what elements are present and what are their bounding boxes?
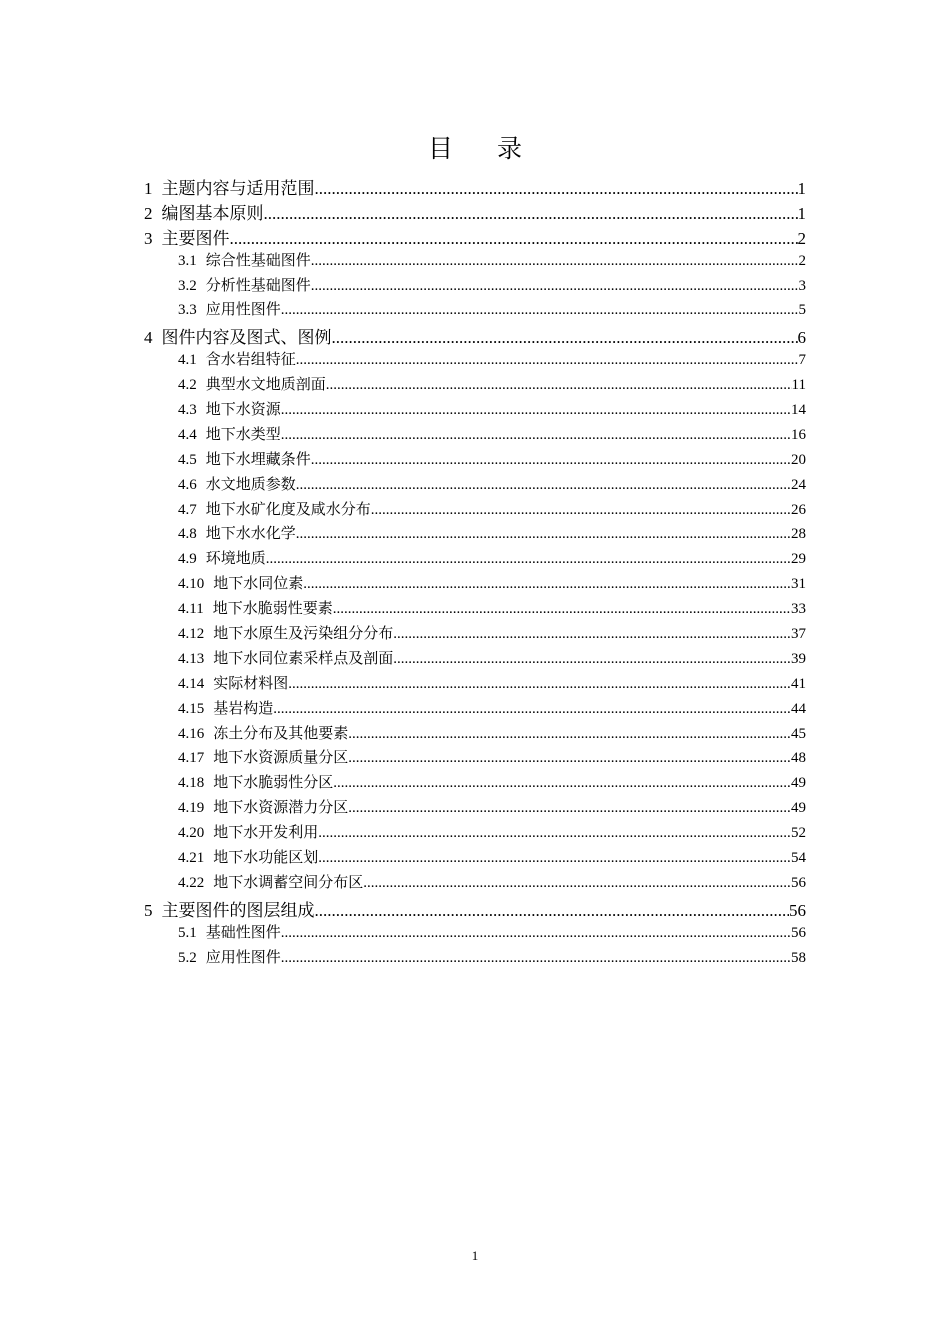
toc-dot-leader <box>296 352 799 369</box>
toc-dot-leader <box>315 179 798 199</box>
toc-entry-title: 基础性图件 <box>205 922 281 941</box>
toc-entry-number: 4.15 <box>178 700 205 717</box>
toc-entry-number: 4.18 <box>178 775 205 792</box>
toc-entry[interactable] <box>144 622 806 647</box>
toc-entry[interactable] <box>144 572 806 597</box>
toc-entry[interactable] <box>144 846 806 871</box>
toc-entry-title: 地下水同位素 <box>213 574 304 593</box>
toc-title: 目 录 <box>428 134 540 163</box>
toc-entry-title: 冻土分布及其他要素 <box>213 723 349 742</box>
toc-entry[interactable] <box>144 672 806 697</box>
toc-entry[interactable] <box>144 249 806 274</box>
toc-entry-page: 48 <box>791 750 806 767</box>
toc-entry-number: 2 <box>144 203 153 223</box>
toc-entry-title: 应用性图件 <box>205 300 281 319</box>
toc-entry-title: 主要图件 <box>161 228 230 249</box>
toc-entry-number: 3.1 <box>178 252 197 269</box>
toc-entry-title: 图件内容及图式、图例 <box>161 328 332 349</box>
toc-entry-page: 2 <box>797 228 806 248</box>
toc-entry-title: 地下水调蓄空间分布区 <box>213 872 364 891</box>
toc-entry-number: 4.7 <box>178 501 197 518</box>
toc-entry-page: 5 <box>798 302 806 319</box>
toc-entry[interactable] <box>144 796 806 821</box>
toc-dot-leader <box>311 253 799 270</box>
toc-dot-leader <box>266 551 791 568</box>
toc-entry-title: 编图基本原则 <box>161 203 264 224</box>
toc-entry-page: 33 <box>791 601 806 618</box>
toc-dot-leader <box>311 278 799 295</box>
toc-entry-page: 49 <box>791 775 806 792</box>
toc-entry-page: 56 <box>791 924 806 941</box>
toc-entry-number: 4.22 <box>178 874 205 891</box>
toc-entry-number: 1 <box>144 179 153 198</box>
toc-dot-leader <box>315 901 790 921</box>
toc-entry[interactable] <box>144 821 806 846</box>
toc-dot-leader <box>281 302 799 319</box>
toc-entry[interactable] <box>144 722 806 747</box>
toc-entry[interactable] <box>144 473 806 498</box>
toc-entry-page: 14 <box>791 402 806 419</box>
toc-entry[interactable] <box>144 647 806 672</box>
toc-dot-leader <box>230 229 798 249</box>
toc-dot-leader <box>333 775 791 792</box>
toc-entry-title: 地下水矿化度及咸水分布 <box>205 499 371 518</box>
toc-dot-leader <box>296 477 791 494</box>
toc-entry-number: 4.1 <box>178 352 197 369</box>
toc-entry-title: 地下水脆弱性分区 <box>213 773 334 792</box>
toc-entry[interactable] <box>144 871 806 896</box>
toc-entry[interactable] <box>144 448 806 473</box>
toc-entry-number: 4.20 <box>178 825 205 842</box>
toc-entry-number: 5.1 <box>178 924 197 941</box>
toc-entry-title: 地下水开发利用 <box>213 823 319 842</box>
toc-dot-leader <box>281 402 791 419</box>
toc-entry-page: 7 <box>798 352 806 369</box>
toc-entry[interactable] <box>144 398 806 423</box>
toc-entry-number: 4.12 <box>178 626 205 643</box>
toc-entry-page: 26 <box>791 501 806 518</box>
toc-entry-page: 1 <box>797 203 806 223</box>
toc-dot-leader <box>318 825 791 842</box>
toc-entry-page: 29 <box>791 551 806 568</box>
toc-dot-leader <box>303 576 791 593</box>
toc-entry[interactable] <box>144 423 806 448</box>
toc-entry-title: 地下水类型 <box>205 424 281 443</box>
toc-entry-number: 5.2 <box>178 949 197 966</box>
toc-entry-title: 水文地质参数 <box>205 474 296 493</box>
toc-entry-number: 4.19 <box>178 800 205 817</box>
toc-entry-title: 地下水水化学 <box>205 524 296 543</box>
toc-entry-title: 基岩构造 <box>213 698 274 717</box>
toc-entry-title: 综合性基础图件 <box>205 250 311 269</box>
toc-dot-leader <box>288 676 791 693</box>
toc-entry[interactable] <box>144 946 806 971</box>
toc-dot-leader <box>318 850 791 867</box>
toc-dot-leader <box>393 651 791 668</box>
toc-entry-title: 主要图件的图层组成 <box>161 900 315 921</box>
toc-entry[interactable] <box>144 348 806 373</box>
toc-entry-title: 实际材料图 <box>213 673 289 692</box>
toc-entry-number: 3.2 <box>178 277 197 294</box>
toc-entry-page: 3 <box>798 277 806 294</box>
toc-entry-page: 41 <box>791 675 806 692</box>
toc-entry-number: 3.3 <box>178 302 197 319</box>
toc-entry-page: 44 <box>791 700 806 717</box>
toc-entry-number: 4.14 <box>178 675 205 692</box>
toc-entry-page: 31 <box>791 576 806 593</box>
toc-entry-title: 地下水资源潜力分区 <box>213 798 349 817</box>
toc-entry[interactable] <box>144 547 806 572</box>
toc-dot-leader <box>296 526 791 543</box>
toc-entry-page: 24 <box>791 476 806 493</box>
toc-entry[interactable] <box>144 298 806 323</box>
toc-entry-page: 39 <box>791 650 806 667</box>
toc-dot-leader <box>348 800 791 817</box>
toc-entry[interactable] <box>144 498 806 523</box>
toc-entry-number: 4.3 <box>178 402 197 419</box>
toc-dot-leader <box>371 502 791 519</box>
toc-dot-leader <box>264 204 798 224</box>
toc-entry[interactable] <box>144 174 806 199</box>
toc-entry-page: 6 <box>797 328 806 348</box>
toc-entry-page: 56 <box>791 874 806 891</box>
toc-entry[interactable] <box>144 896 806 921</box>
toc-entry-title: 分析性基础图件 <box>205 275 311 294</box>
toc-entry-number: 4.21 <box>178 850 205 867</box>
toc-entry-number: 4 <box>144 328 153 348</box>
toc-entry-number: 4.2 <box>178 377 197 394</box>
toc-entry[interactable] <box>144 746 806 771</box>
toc-entry-page: 11 <box>791 377 806 394</box>
toc-entry-page: 20 <box>791 451 806 468</box>
toc-entry[interactable] <box>144 771 806 796</box>
toc-entry-number: 4.13 <box>178 650 205 667</box>
toc-dot-leader <box>348 750 791 767</box>
toc-entry-title: 含水岩组特征 <box>205 350 296 369</box>
toc-dot-leader <box>273 701 791 718</box>
toc-entry-title: 地下水原生及污染组分分布 <box>213 624 394 643</box>
toc-entry-number: 4.8 <box>178 526 197 543</box>
toc-dot-leader <box>281 950 791 967</box>
toc-entry-title: 地下水资源 <box>205 400 281 419</box>
toc-entry[interactable] <box>144 224 806 249</box>
toc-entry-page: 49 <box>791 800 806 817</box>
toc-entry[interactable] <box>144 373 806 398</box>
toc-entry[interactable] <box>144 323 806 348</box>
toc-entry-page: 28 <box>791 526 806 543</box>
toc-dot-leader <box>281 427 791 444</box>
toc-entry-number: 4.9 <box>178 551 197 568</box>
toc-entry-title: 地下水同位素采样点及剖面 <box>213 648 394 667</box>
toc-entry-page: 56 <box>789 900 806 920</box>
toc-entry-title: 主题内容与适用范围 <box>161 179 315 199</box>
toc-entry-title: 地下水资源质量分区 <box>213 748 349 767</box>
toc-entry-number: 4.11 <box>178 601 204 618</box>
toc-entry-number: 3 <box>144 228 153 248</box>
toc-entry-number: 4.17 <box>178 750 205 767</box>
toc-entry-page: 16 <box>791 426 806 443</box>
toc-entry-number: 4.6 <box>178 476 197 493</box>
toc-entry-page: 2 <box>798 252 806 269</box>
toc-entry-title: 地下水脆弱性要素 <box>212 599 333 618</box>
toc-entry-page: 52 <box>791 825 806 842</box>
toc-entry-title: 应用性图件 <box>205 947 281 966</box>
toc-entry-title: 典型水文地质剖面 <box>205 375 326 394</box>
toc-dot-leader <box>393 626 791 643</box>
toc-entry[interactable] <box>144 522 806 547</box>
toc-entry[interactable] <box>144 597 806 622</box>
toc-entry-page: 58 <box>791 949 806 966</box>
toc-entry-number: 4.10 <box>178 576 205 593</box>
toc-entry-page: 45 <box>791 725 806 742</box>
toc-entry-number: 4.4 <box>178 426 197 443</box>
toc-entry-page: 54 <box>791 850 806 867</box>
toc-dot-leader <box>348 726 791 743</box>
toc-entry-title: 环境地质 <box>205 549 266 568</box>
toc-entry[interactable] <box>144 199 806 224</box>
toc-dot-leader <box>332 328 798 348</box>
toc-entry[interactable] <box>144 921 806 946</box>
toc-dot-leader <box>363 875 791 892</box>
page-number: 1 <box>471 1248 479 1263</box>
toc-dot-leader <box>311 452 791 469</box>
toc-entry-title: 地下水功能区划 <box>213 848 319 867</box>
toc-dot-leader <box>333 601 791 618</box>
toc-list <box>144 174 806 971</box>
toc-entry-number: 4.16 <box>178 725 205 742</box>
toc-entry[interactable] <box>144 274 806 299</box>
toc-entry-number: 5 <box>144 900 153 920</box>
toc-dot-leader <box>281 925 791 942</box>
toc-entry-page: 1 <box>797 179 806 198</box>
toc-entry-number: 4.5 <box>178 451 197 468</box>
toc-entry-title: 地下水埋藏条件 <box>205 449 311 468</box>
toc-entry[interactable] <box>144 697 806 722</box>
toc-dot-leader <box>326 377 792 394</box>
toc-entry-page: 37 <box>791 626 806 643</box>
